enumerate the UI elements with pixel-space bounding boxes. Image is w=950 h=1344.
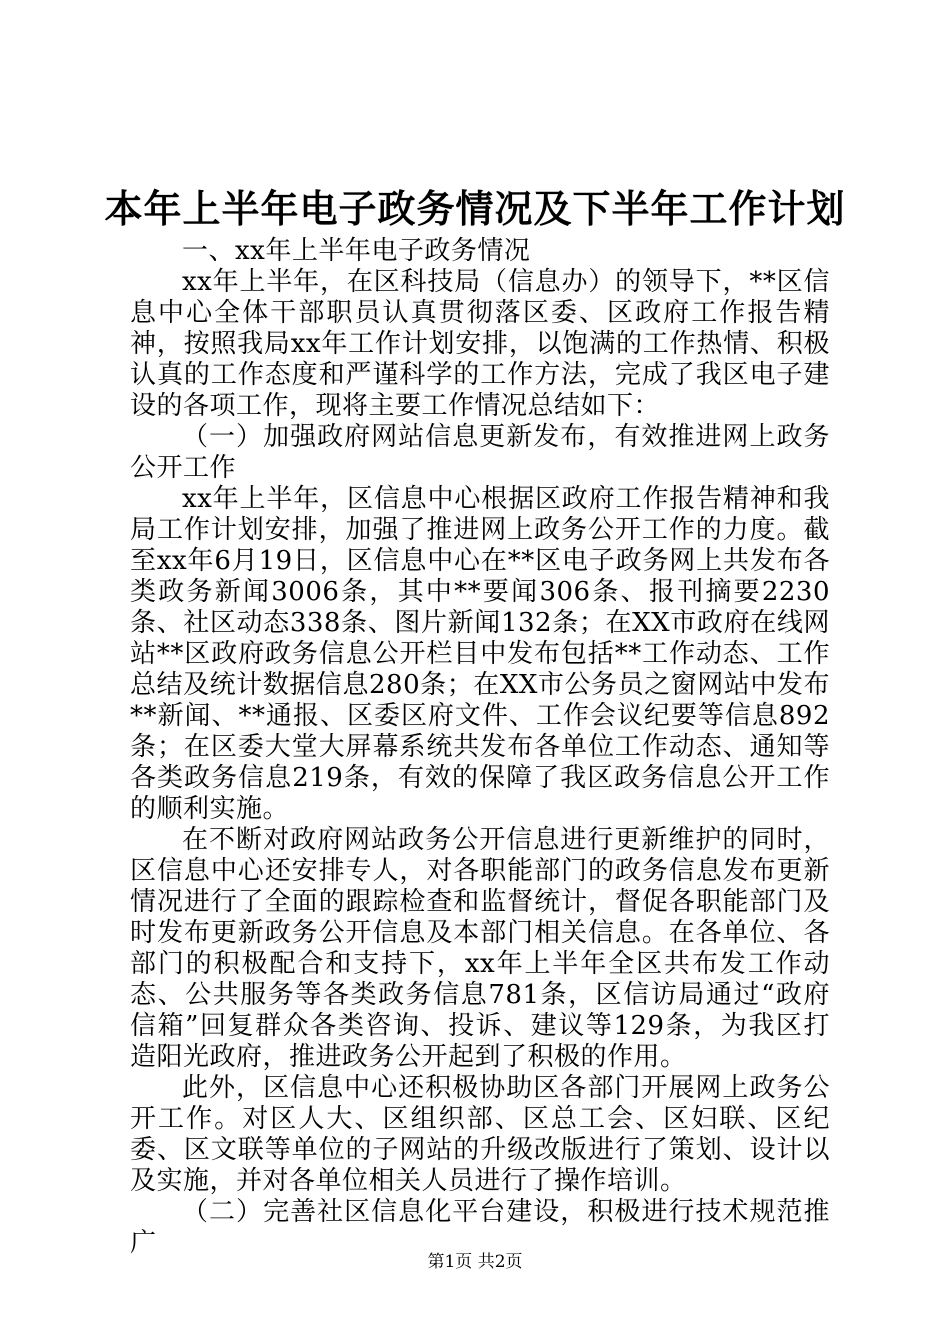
document-title: 本年上半年电子政务情况及下半年工作计划 <box>104 186 846 231</box>
page-footer: 第1页 共2页 <box>427 1252 523 1272</box>
section-heading: 一、xx年上半年电子政务情况 <box>182 236 531 266</box>
paragraph: 此外，区信息中心还积极协助区各部门开展网上政务公开工作。对区人大、区组织部、区总工会、区妇联、区纪委、区文联等单位的子网站的升级改版进行了策划、设计以及实施，并对各单位相关人员进行了操作培训。 <box>130 1073 830 1196</box>
subsection-heading: （二）完善社区信息化平台建设，积极进行技术规范推广 <box>130 1197 830 1258</box>
paragraph: xx年上半年，区信息中心根据区政府工作报告精神和我局工作计划安排，加强了推进网上政务公开工作的力度。截至xx年6月19日，区信息中心在**区电子政务网上共发布各类政务新闻3006条，其中**要闻306条、报刊摘要2230条、社区动态338条、图片新闻132条；在XX市政府在线网站**区政府政务信息公开栏目中发布包括**工作动态、工作总结及统计数据信息280条；在XX市公务员之窗网站中发布**新闻、**通报、区委区府文件、工作会议纪要等信息892条；在区委大堂大屏幕系统共发布各单位工作动态、通知等各类政务信息219条，有效的保障了我区政务信息公开工作的顺利实施。 <box>130 484 830 824</box>
paragraph: xx年上半年，在区科技局（信息办）的领导下，**区信息中心全体干部职员认真贯彻落区委、区政府工作报告精神，按照我局xx年工作计划安排，以饱满的工作热情、积极认真的工作态度和严谨科学的工作方法，完成了我区电子建设的各项工作，现将主要工作情况总结如下： <box>130 267 830 421</box>
subsection-heading: （一）加强政府网站信息更新发布，有效推进网上政务公开工作 <box>130 422 830 483</box>
document-body <box>130 236 830 1259</box>
paragraph: 在不断对政府网站政务公开信息进行更新维护的同时，区信息中心还安排专人，对各职能部门的政务信息发布更新情况进行了全面的跟踪检查和监督统计，督促各职能部门及时发布更新政务公开信息及本部门相关信息。在各单位、各部门的积极配合和支持下，xx年上半年全区共布发工作动态、公共服务等各类政务信息781条，区信访局通过“政府信箱”回复群众各类咨询、投诉、建议等129条，为我区打造阳光政府，推进政务公开起到了积极的作用。 <box>130 825 830 1072</box>
